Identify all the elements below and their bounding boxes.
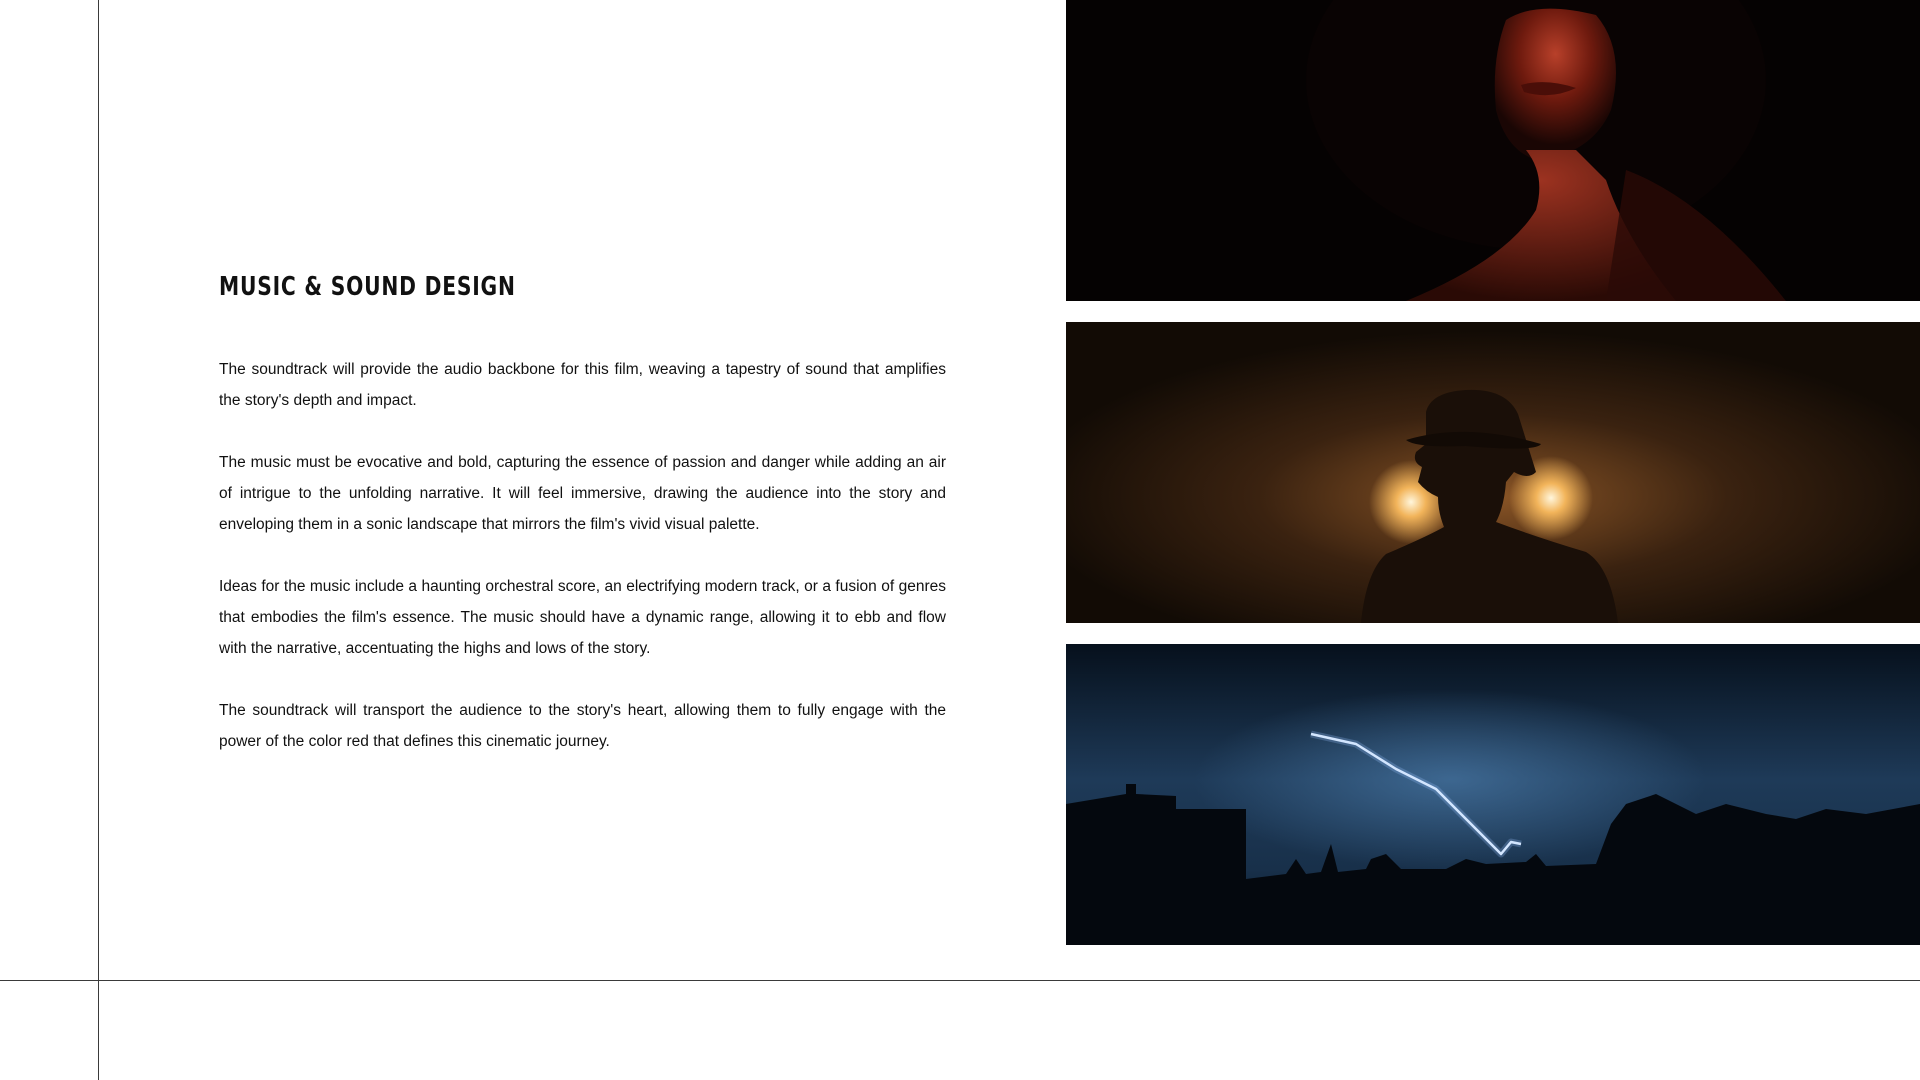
- woman-red-light-photo: [1066, 0, 1920, 301]
- vertical-guide-line: [98, 0, 99, 1080]
- horizontal-guide-line: [0, 980, 1920, 981]
- paragraph-2: The music must be evocative and bold, capturing the essence of passion and danger while adding an air of intrigue to the unfolding narrative. It will feel immersive, drawing the audience into the story and enveloping them in a sonic landscape that mirrors the film's vivid visual palette.: [219, 454, 946, 533]
- body-text: [219, 354, 946, 788]
- slide-title: MUSIC & SOUND DESIGN: [219, 272, 516, 302]
- paragraph-1: The soundtrack will provide the audio backbone for this film, weaving a tapestry of sound that amplifies the story's depth and impact.: [219, 361, 946, 409]
- paragraph-4: The soundtrack will transport the audience to the story's heart, allowing them to fully engage with the power of the color red that defines this cinematic journey.: [219, 702, 946, 750]
- lightning-skyline-photo: [1066, 644, 1920, 945]
- silhouette-headlights-photo: [1066, 322, 1920, 623]
- paragraph-3: Ideas for the music include a haunting orchestral score, an electrifying modern track, or a fusion of genres that embodies the film's essence. The music should have a dynamic range, allowing it to ebb and flow with the narrative, accentuating the highs and lows of the story.: [219, 578, 946, 657]
